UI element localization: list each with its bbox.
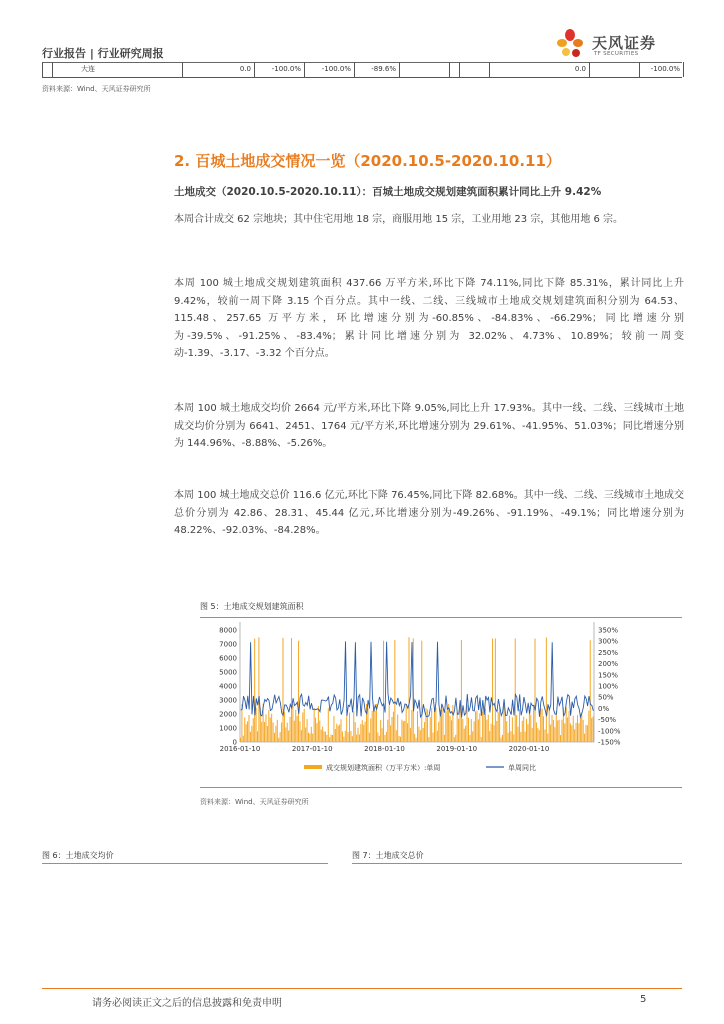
bar	[481, 737, 482, 742]
bar	[396, 730, 397, 742]
bar	[587, 725, 588, 742]
bar	[542, 709, 543, 742]
bar	[288, 730, 289, 742]
y-right-tick-label: 0%	[598, 704, 610, 713]
bar	[380, 720, 381, 742]
y-left-tick-label: 0	[232, 738, 237, 747]
bar	[390, 725, 391, 742]
x-tick-label: 2016-01-10	[219, 745, 261, 753]
page-number: 5	[640, 994, 647, 1005]
y-right-tick-label: -50%	[598, 716, 617, 725]
bar	[495, 639, 496, 742]
bar	[547, 734, 548, 742]
bar	[411, 710, 412, 742]
y-right-tick-label: 350%	[598, 626, 619, 635]
bar	[437, 731, 438, 742]
bar	[400, 737, 401, 742]
bar	[373, 709, 374, 742]
bar	[243, 736, 244, 742]
bar	[447, 707, 448, 742]
report-header-title: 行业报告 | 行业研究周报	[42, 47, 164, 60]
figure-5-caption: 图 5：土地成交规划建筑面积	[200, 602, 304, 611]
bar	[304, 709, 305, 742]
y-right-tick-label: -150%	[598, 738, 621, 747]
bar	[584, 734, 585, 742]
x-tick-label: 2017-01-10	[291, 745, 333, 753]
bar	[438, 722, 439, 742]
bar	[332, 735, 333, 742]
bar	[554, 727, 555, 742]
bar	[513, 734, 514, 742]
bar	[451, 720, 452, 742]
y-right-tick-label: 100%	[598, 682, 619, 691]
bar	[392, 717, 393, 742]
y-right-tick-label: 300%	[598, 637, 619, 646]
bar	[309, 734, 310, 742]
bar	[339, 724, 340, 742]
figure-5-source: 资料来源：Wind、天风证券研究所	[200, 798, 309, 806]
bar	[291, 638, 292, 742]
bar	[282, 638, 283, 742]
bar	[501, 738, 502, 742]
bar	[468, 718, 469, 742]
y-right-tick-label: -100%	[598, 727, 621, 736]
bar	[520, 732, 521, 742]
bar	[401, 720, 402, 742]
table-row	[42, 62, 682, 78]
bar	[393, 712, 394, 742]
bar	[277, 720, 278, 742]
bar	[567, 717, 568, 742]
bar	[315, 718, 316, 742]
bar	[369, 733, 370, 742]
bar	[362, 720, 363, 742]
bar	[416, 738, 417, 742]
bar	[546, 637, 547, 742]
bar	[270, 718, 271, 742]
bar	[444, 735, 445, 742]
bar	[383, 641, 384, 742]
bar	[577, 715, 578, 742]
bar	[342, 731, 343, 742]
section-title: 2. 百城土地成交情况一览（2020.10.5-2020.10.11）	[174, 152, 561, 170]
y-left-tick-label: 5000	[219, 668, 237, 677]
bar	[301, 730, 302, 742]
bar	[578, 723, 579, 742]
bar	[516, 715, 517, 742]
bar	[410, 728, 411, 742]
bar	[442, 706, 443, 742]
bar	[590, 640, 591, 742]
y-right-tick-label: 250%	[598, 648, 619, 657]
bar	[285, 727, 286, 742]
bar	[294, 721, 295, 742]
bar	[474, 721, 475, 742]
bar	[458, 719, 459, 742]
bar	[348, 732, 349, 742]
bar	[512, 717, 513, 742]
bar	[472, 731, 473, 742]
bar	[406, 704, 407, 742]
table-cell: -100.0%	[304, 62, 354, 77]
paragraph-land-count: 本周合计成交 62 宗地块；其中住宅用地 18 宗，商服用地 15 宗，工业用地 23 宗，其他用地 6 宗。	[174, 214, 624, 225]
bar	[375, 710, 376, 742]
bar	[465, 726, 466, 742]
bar	[505, 712, 506, 742]
bar	[329, 737, 330, 742]
bar	[267, 726, 268, 742]
bar	[345, 731, 346, 742]
figure-6-caption: 图 6：土地成交均价	[42, 851, 114, 860]
bar	[593, 717, 594, 742]
bar	[258, 637, 259, 742]
footer-divider	[42, 988, 682, 989]
figure-7-caption: 图 7：土地成交总价	[352, 851, 424, 860]
bar	[349, 713, 350, 742]
bar	[256, 708, 257, 742]
bar	[522, 721, 523, 742]
bar	[248, 715, 249, 742]
bar	[525, 731, 526, 742]
bar	[297, 716, 298, 742]
legend-label-line: 单周同比	[508, 764, 536, 772]
bar	[251, 726, 252, 742]
bar	[581, 712, 582, 742]
bar	[588, 711, 589, 742]
bar	[510, 731, 511, 742]
bar	[343, 737, 344, 742]
y-left-tick-label: 3000	[219, 696, 237, 705]
bar	[498, 712, 499, 742]
bar	[499, 708, 500, 742]
bar	[493, 725, 494, 742]
bar	[418, 727, 419, 742]
y-right-tick-label: 150%	[598, 671, 619, 680]
table-cell: 0.0	[489, 62, 589, 77]
bar	[431, 708, 432, 742]
bar	[308, 733, 309, 742]
bar	[328, 708, 329, 742]
bar	[316, 723, 317, 742]
figure-5-top-rule	[200, 617, 682, 618]
figure-6-rule	[42, 863, 328, 864]
table-cell: -100.0%	[254, 62, 304, 77]
bar	[424, 722, 425, 742]
bar	[569, 711, 570, 742]
bar	[561, 720, 562, 742]
bar	[559, 720, 560, 742]
bar	[302, 713, 303, 742]
bar	[379, 736, 380, 742]
bar	[523, 717, 524, 742]
bar	[445, 711, 446, 742]
bar	[404, 721, 405, 742]
bar	[570, 723, 571, 742]
bar	[370, 719, 371, 742]
bar	[537, 728, 538, 742]
bar	[273, 723, 274, 742]
bar	[247, 721, 248, 742]
bar	[455, 735, 456, 742]
bar	[536, 722, 537, 742]
y-left-tick-label: 1000	[219, 724, 237, 733]
bar	[290, 717, 291, 742]
bar	[482, 712, 483, 742]
bar	[353, 711, 354, 742]
bar	[540, 708, 541, 742]
bar	[430, 717, 431, 742]
bar	[326, 735, 327, 742]
bar	[321, 730, 322, 742]
bar	[407, 723, 408, 742]
y-left-tick-label: 8000	[219, 626, 237, 635]
x-tick-label: 2020-01-10	[508, 745, 550, 753]
legend-label-bar: 成交规划建筑面积（万平方米）:单周	[326, 764, 441, 772]
bar	[475, 711, 476, 742]
bar	[346, 716, 347, 742]
bar	[307, 719, 308, 742]
bar	[372, 711, 373, 742]
bar	[491, 724, 492, 742]
bar	[496, 721, 497, 742]
bar	[240, 738, 241, 742]
bar	[333, 716, 334, 742]
bar	[459, 705, 460, 742]
bar	[518, 727, 519, 742]
bar	[278, 738, 279, 742]
bar	[571, 725, 572, 742]
bar	[352, 736, 353, 742]
bar	[350, 731, 351, 742]
bar	[403, 721, 404, 742]
y-right-tick-label: 200%	[598, 660, 619, 669]
logo-name: 天风证券	[592, 34, 657, 52]
bar	[305, 727, 306, 742]
bar	[322, 727, 323, 742]
legend-swatch-bar	[304, 765, 322, 769]
bar	[557, 720, 558, 742]
bar	[280, 732, 281, 742]
bar	[414, 734, 415, 742]
bar	[428, 737, 429, 742]
bar	[544, 730, 545, 742]
bar	[591, 718, 592, 742]
bar	[420, 730, 421, 742]
bar	[254, 639, 255, 742]
bar	[314, 708, 315, 742]
bar	[356, 735, 357, 742]
bar	[533, 706, 534, 742]
land-area-chart	[200, 622, 684, 782]
bar	[492, 638, 493, 742]
bar	[535, 639, 536, 742]
bar	[377, 732, 378, 742]
bar	[421, 641, 422, 742]
bar	[556, 711, 557, 742]
bar	[331, 735, 332, 742]
bar	[359, 734, 360, 742]
y-left-tick-label: 2000	[219, 710, 237, 719]
bar	[550, 725, 551, 742]
bar	[549, 706, 550, 742]
bar	[284, 711, 285, 742]
flower-logo-icon	[556, 28, 590, 58]
bar	[539, 730, 540, 742]
bar	[552, 715, 553, 742]
bar	[564, 723, 565, 742]
bar	[423, 728, 424, 742]
footer-disclaimer: 请务必阅读正文之后的信息披露和免责申明	[92, 998, 282, 1009]
bar	[386, 732, 387, 742]
bar	[318, 706, 319, 742]
bar	[457, 712, 458, 742]
bar	[399, 736, 400, 742]
bar	[271, 714, 272, 742]
bar	[454, 737, 455, 742]
bar	[257, 731, 258, 742]
bar	[452, 705, 453, 742]
bar	[530, 715, 531, 742]
bar	[485, 709, 486, 742]
table-bottom-border	[42, 77, 682, 78]
bar	[275, 726, 276, 742]
bar	[433, 733, 434, 742]
bar	[527, 724, 528, 742]
figure-5-bottom-rule	[200, 787, 682, 788]
bar	[384, 735, 385, 742]
bar	[281, 723, 282, 742]
bar	[367, 708, 368, 742]
section-subtitle: 土地成交（2020.10.5-2020.10.11）：百城土地成交规划建筑面积累计同比上升 9.42%	[174, 186, 602, 198]
y-left-tick-label: 7000	[219, 640, 237, 649]
bar	[479, 713, 480, 742]
bar	[467, 705, 468, 742]
bar	[355, 722, 356, 742]
x-tick-label: 2019-01-10	[436, 745, 478, 753]
bar	[299, 721, 300, 742]
bar	[336, 724, 337, 742]
bar	[583, 720, 584, 742]
bar	[553, 720, 554, 742]
bar	[509, 716, 510, 742]
bar	[461, 640, 462, 742]
bar	[335, 729, 336, 742]
bar	[397, 714, 398, 742]
bar	[532, 728, 533, 742]
bar	[324, 731, 325, 742]
bar	[298, 641, 299, 742]
bar	[574, 729, 575, 742]
bar	[560, 735, 561, 742]
bar	[435, 708, 436, 742]
y-right-tick-label: 50%	[598, 693, 614, 702]
y-left-tick-label: 6000	[219, 654, 237, 663]
bar	[268, 710, 269, 742]
bar	[365, 722, 366, 742]
x-tick-label: 2018-01-10	[364, 745, 405, 753]
bar	[450, 716, 451, 742]
bar	[586, 725, 587, 742]
table-cell: -100.0%	[639, 62, 684, 77]
bar	[506, 721, 507, 742]
bar	[292, 704, 293, 742]
bar	[441, 710, 442, 742]
bar	[287, 723, 288, 742]
bar	[526, 719, 527, 742]
bar	[508, 733, 509, 742]
bar	[382, 728, 383, 742]
bar	[264, 722, 265, 742]
logo-english: TF SECURITIES	[594, 51, 639, 57]
bar	[338, 726, 339, 742]
bar	[489, 731, 490, 742]
bar	[358, 728, 359, 742]
bar	[576, 723, 577, 742]
bar	[515, 638, 516, 742]
bar	[325, 732, 326, 742]
bar	[261, 722, 262, 742]
bar	[387, 720, 388, 742]
bar	[543, 716, 544, 742]
bar	[250, 732, 251, 742]
paragraph-area: 本周 100 城土地成交规划建筑面积 437.66 万平方米,环比下降 74.11%,同比下降 85.31%，累计同比上升 9.42%，较前一周下降 3.15 个百分点。其中一线、二线、三线城市土地成交规划建筑面积分别为 64.53、115.48、257.65 万平方米，环比增速分别为-60.85%、-84.83%、-66.29%；同比增速分别为-39.5%、-91.25%、-83.4%；累计同比增速分别为 32.02%、4.73%、10.89%；较前一周变动-1.39、-3.17、-3.32 个百分点。	[174, 278, 684, 359]
bar	[341, 719, 342, 742]
bar	[274, 733, 275, 742]
bar	[265, 714, 266, 742]
table-cell: 0.0	[182, 62, 254, 77]
bar	[295, 710, 296, 742]
bar	[502, 735, 503, 742]
bar	[519, 709, 520, 742]
bar	[244, 717, 245, 742]
bar	[394, 640, 395, 742]
paragraph-avg-price: 本周 100 城土地成交均价 2664 元/平方米,环比下降 9.05%,同比上升 17.93%。其中一线、二线、三线城市土地成交均价分别为 6641、2451、1764 元/平方米,环比增速分别为 29.61%、-41.95%、51.03%；同比增速分别为 144.96%、-8.88%、-5.26%。	[174, 403, 684, 449]
bar	[246, 724, 247, 742]
figure-7-rule	[352, 863, 682, 864]
bar	[488, 715, 489, 742]
bar	[434, 708, 435, 742]
bar	[478, 719, 479, 742]
bar	[360, 724, 361, 742]
paragraph-total-price: 本周 100 城土地成交总价 116.6 亿元,环比下降 76.45%,同比下降 82.68%。其中一线、二线、三线城市土地成交总价分别为 42.86、28.31、45.44 亿元,环比增速分别为-49.26%、-91.19%、-49.1%；同比增速分别为 48.22%、-92.03%、-84.28%。	[174, 490, 684, 536]
bar	[476, 711, 477, 742]
y-left-tick-label: 4000	[219, 682, 237, 691]
bar	[464, 729, 465, 742]
bar	[471, 719, 472, 742]
bar	[486, 720, 487, 742]
bar	[311, 727, 312, 742]
bar	[319, 721, 320, 742]
bar	[462, 719, 463, 742]
bar	[409, 637, 410, 742]
bar	[469, 735, 470, 742]
bar	[389, 705, 390, 742]
table-source: 资料来源：Wind、天风证券研究所	[42, 85, 151, 93]
bar	[417, 711, 418, 742]
bar	[312, 734, 313, 742]
bar	[363, 725, 364, 742]
bar	[566, 707, 567, 742]
yoy-series-line	[241, 641, 594, 717]
bar	[503, 705, 504, 742]
table-cell: -89.6%	[354, 62, 399, 77]
table-cell-city: 大连	[52, 62, 182, 77]
bar	[573, 716, 574, 742]
bar	[427, 710, 428, 742]
bar	[253, 718, 254, 742]
